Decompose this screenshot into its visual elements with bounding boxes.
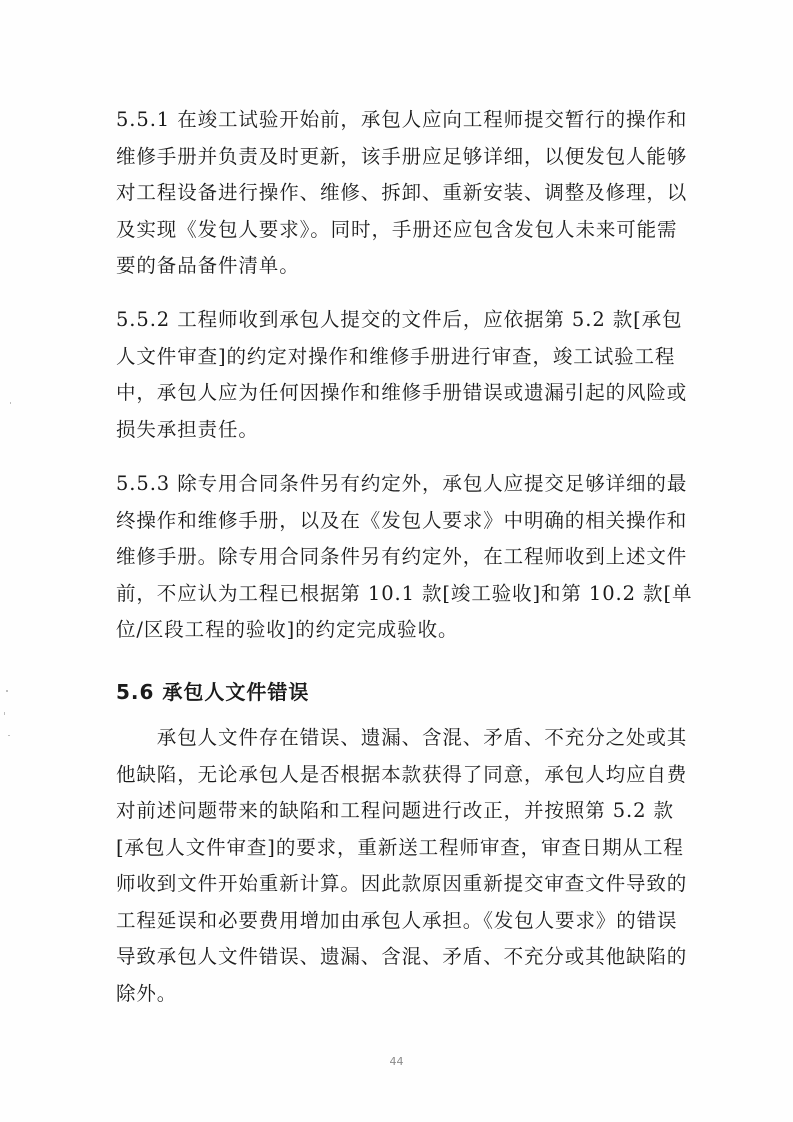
scan-speck bbox=[8, 735, 10, 736]
section-heading: 5.6 承包人文件错误 bbox=[116, 680, 310, 704]
paragraph-line: 对工程设备进行操作、维修、拆卸、重新安装、调整及修理，以 bbox=[116, 181, 688, 204]
paragraph-line: 承包人文件存在错误、遗漏、含混、矛盾、不充分之处或其 bbox=[116, 726, 688, 749]
paragraph-line: 损失承担责任。 bbox=[116, 417, 259, 441]
paragraph-line: 导致承包人文件错误、遗漏、含混、矛盾、不充分或其他缺陷的 bbox=[116, 945, 688, 968]
clause-5-5-1 bbox=[116, 102, 686, 285]
paragraph-line: 5.5.3 除专用合同条件另有约定外，承包人应提交足够详细的最 bbox=[116, 472, 688, 495]
paragraph-line: 终操作和维修手册，以及在《发包人要求》中明确的相关操作和 bbox=[116, 508, 688, 532]
paragraph-line: [承包人文件审查]的要求，重新送工程师审查，审查日期从工程 bbox=[116, 835, 684, 859]
paragraph-line: 5.5.1 在竣工试验开始前，承包人应向工程师提交暂行的操作和 bbox=[116, 108, 688, 131]
scan-speck bbox=[10, 402, 11, 404]
paragraph-line: 维修手册。除专用合同条件另有约定外，在工程师收到上述文件 bbox=[116, 545, 688, 568]
paragraph-line: 维修手册并负责及时更新，该手册应足够详细，以便发包人能够 bbox=[116, 144, 688, 168]
scan-speck bbox=[4, 712, 5, 715]
paragraph-line: 师收到文件开始重新计算。因此款原因重新提交审查文件导致的 bbox=[116, 872, 688, 895]
scan-speck bbox=[6, 690, 8, 692]
paragraph-line: 除外。 bbox=[116, 981, 178, 1005]
clause-5-5-2 bbox=[116, 302, 686, 448]
paragraph-line: 人文件审查]的约定对操作和维修手册进行审查，竣工试验工程 bbox=[116, 344, 676, 368]
paragraph-line: 要的备品备件清单。 bbox=[116, 254, 300, 277]
paragraph-line: 前，不应认为工程已根据第 10.1 款[竣工验收]和第 10.2 款[单 bbox=[116, 581, 693, 605]
page-number: 44 bbox=[389, 1055, 404, 1068]
paragraph-line: 中，承包人应为任何因操作和维修手册错误或遗漏引起的风险或 bbox=[116, 381, 688, 404]
clause-5-5-3 bbox=[116, 466, 693, 649]
paragraph-line: 5.5.2 工程师收到承包人提交的文件后，应依据第 5.2 款[承包 bbox=[116, 308, 683, 331]
paragraph-line: 工程延误和必要费用增加由承包人承担。《发包人要求》的错误 bbox=[116, 908, 678, 932]
paragraph-line: 及实现《发包人要求》。同时，手册还应包含发包人未来可能需 bbox=[116, 217, 678, 241]
paragraph-line: 位/区段工程的验收]的约定完成验收。 bbox=[116, 618, 459, 641]
section-5-6-body bbox=[116, 720, 686, 1012]
paragraph-line: 对前述问题带来的缺陷和工程问题进行改正，并按照第 5.2 款 bbox=[116, 799, 674, 822]
paragraph-line: 他缺陷，无论承包人是否根据本款获得了同意，承包人均应自费 bbox=[116, 762, 688, 786]
